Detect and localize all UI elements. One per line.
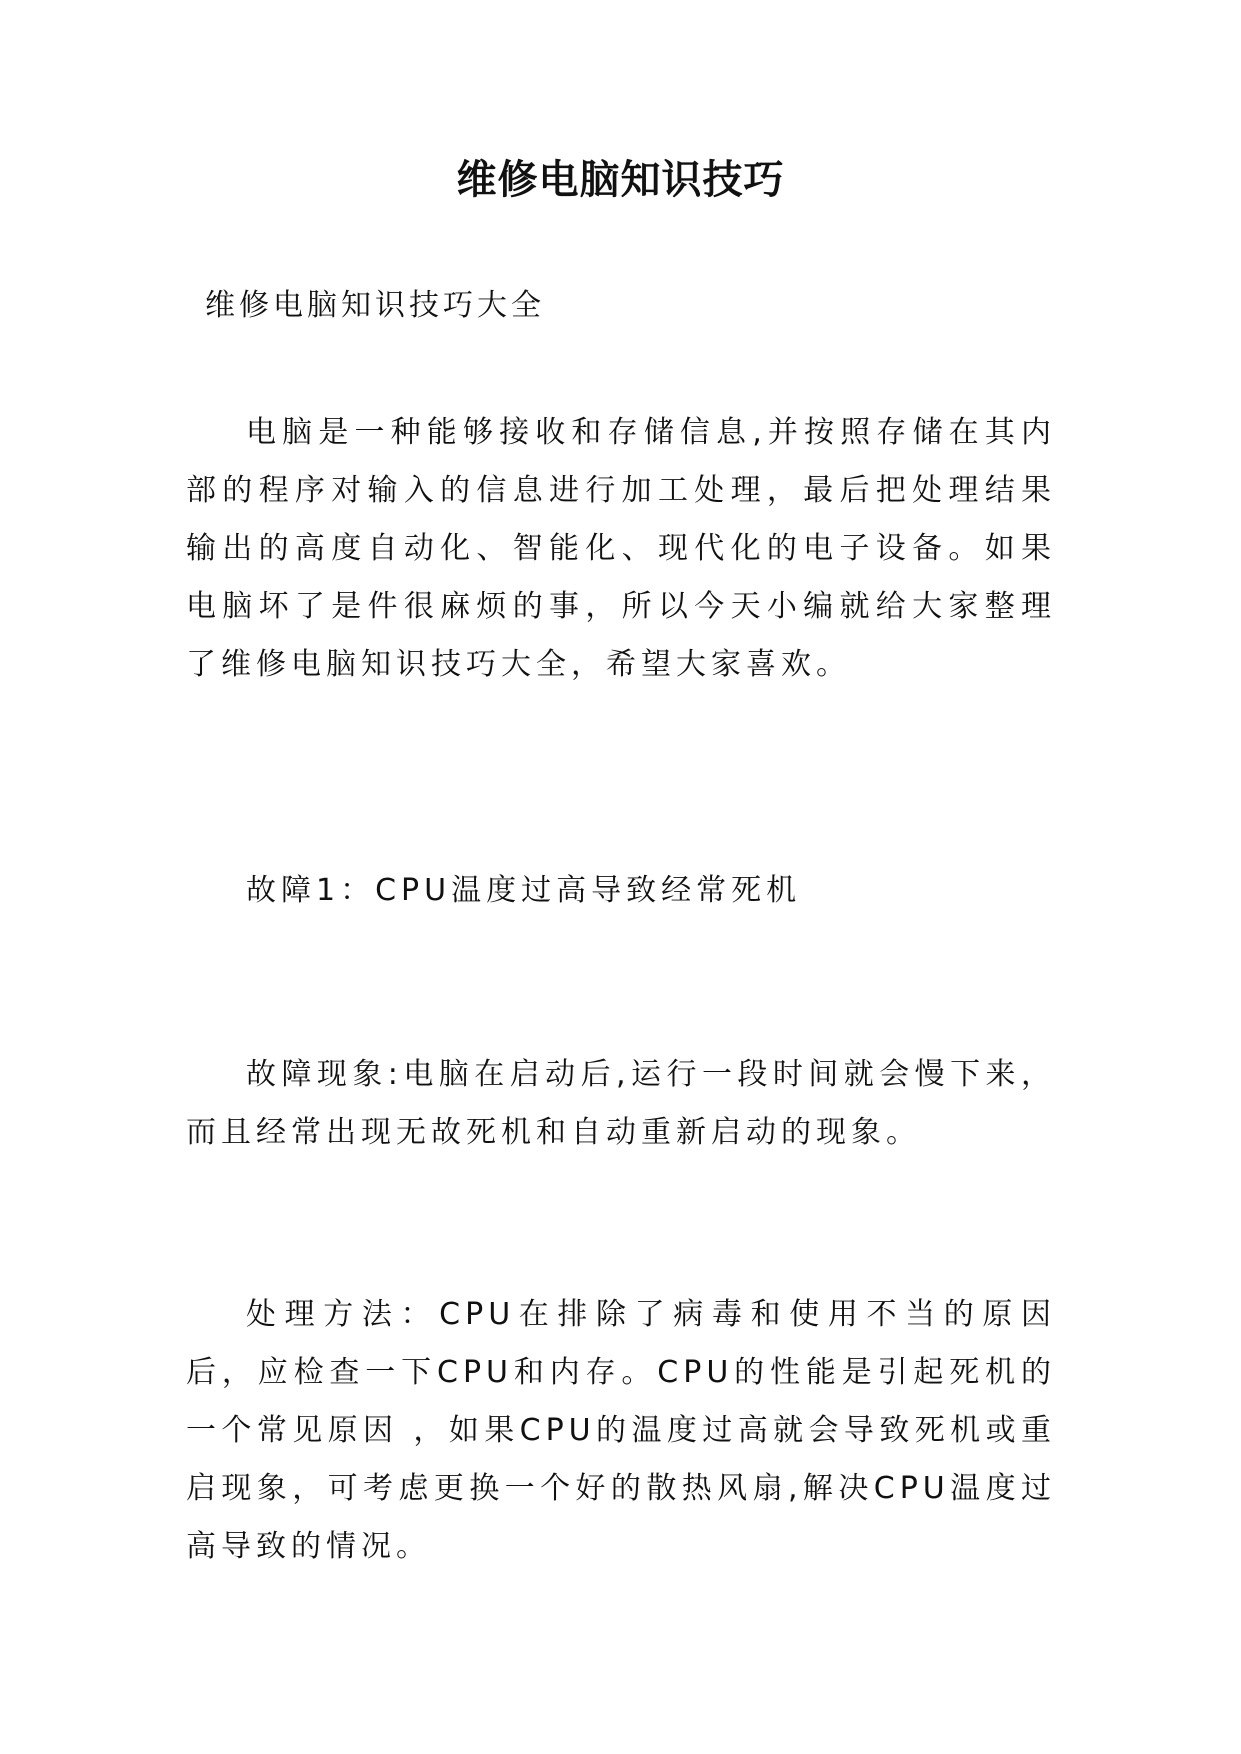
- document-title: 维修电脑知识技巧: [456, 157, 785, 203]
- fault-solution-paragraph: 处理方法：CPU在排除了病毒和使用不当的原因后，应检查一下CPU和内存。CPU的性能是引起死机的一个常见原因 ，如果CPU的温度过高就会导致死机或重启现象，可考虑更换一个好的散热风扇,解决CPU温度过高导致的情况。: [186, 1297, 1056, 1564]
- fault-heading: 故障1：CPU温度过高导致经常死机: [246, 873, 802, 908]
- fault-symptom-paragraph: 故障现象:电脑在启动后,运行一段时间就会慢下来，而且经常出现无故死机和自动重新启动的现象。: [186, 1057, 1056, 1150]
- document-subtitle: 维修电脑知识技巧大全: [205, 288, 545, 323]
- intro-paragraph: 电脑是一种能够接收和存储信息,并按照存储在其内部的程序对输入的信息进行加工处理，最后把处理结果输出的高度自动化、智能化、现代化的电子设备。如果电脑坏了是件很麻烦的事，所以今天小编就给大家整理了维修电脑知识技巧大全，希望大家喜欢。: [186, 415, 1056, 682]
